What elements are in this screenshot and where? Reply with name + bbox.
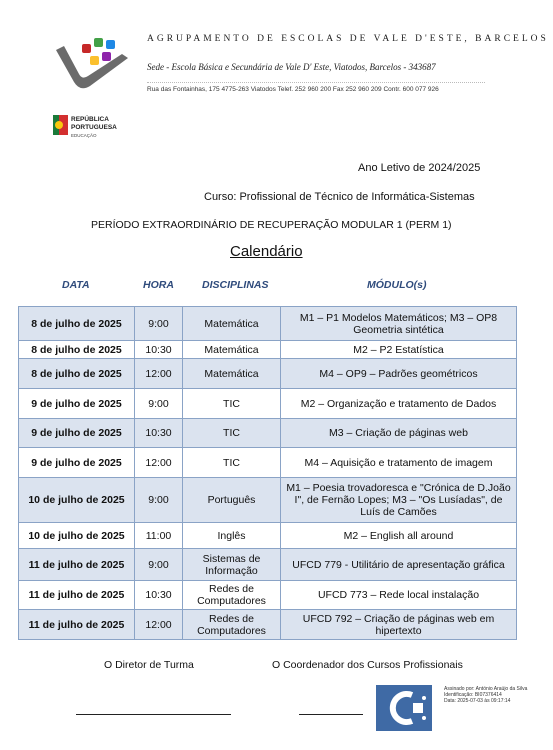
cell-disciplina: Sistemas de Informação [183, 549, 281, 581]
cell-disciplina: Matemática [183, 359, 281, 389]
cell-hora: 9:00 [135, 478, 183, 523]
cell-date: 11 de julho de 2025 [19, 549, 135, 581]
cell-date: 10 de julho de 2025 [19, 523, 135, 549]
header-divider [147, 82, 485, 83]
table-row [19, 478, 517, 523]
calendario-heading: Calendário [230, 243, 303, 260]
cell-disciplina: TIC [183, 389, 281, 419]
cell-hora: 12:00 [135, 610, 183, 640]
cell-hora: 9:00 [135, 549, 183, 581]
periodo-title: PERÍODO EXTRAORDINÁRIO DE RECUPERAÇÃO MODULAR 1 (PERM 1) [91, 219, 452, 231]
cell-modulo: UFCD 779 - Utilitário de apresentação gráfica [281, 549, 517, 581]
cell-disciplina: Redes de Computadores [183, 581, 281, 610]
calendar-table [18, 306, 517, 640]
cell-modulo: M4 – Aquisição e tratamento de imagem [281, 448, 517, 478]
cell-modulo: M2 – P2 Estatística [281, 341, 517, 359]
cell-disciplina: Redes de Computadores [183, 610, 281, 640]
cell-date: 11 de julho de 2025 [19, 581, 135, 610]
cell-hora: 9:00 [135, 307, 183, 341]
table-row [19, 448, 517, 478]
digital-signature-icon [376, 685, 432, 731]
cell-disciplina: TIC [183, 448, 281, 478]
cell-date: 9 de julho de 2025 [19, 389, 135, 419]
cell-disciplina: TIC [183, 419, 281, 448]
cell-hora: 10:30 [135, 341, 183, 359]
cell-date: 11 de julho de 2025 [19, 610, 135, 640]
cell-hora: 11:00 [135, 523, 183, 549]
table-row [19, 307, 517, 341]
signature-line-coordenador [299, 714, 363, 715]
cell-modulo: M3 – Criação de páginas web [281, 419, 517, 448]
col-header-disciplinas: DISCIPLINAS [202, 279, 269, 291]
cell-modulo: M1 – P1 Modelos Matemáticos; M3 – OP8 Geometria sintética [281, 307, 517, 341]
cell-hora: 9:00 [135, 389, 183, 419]
table-row [19, 389, 517, 419]
cell-date: 10 de julho de 2025 [19, 478, 135, 523]
cell-date: 8 de julho de 2025 [19, 341, 135, 359]
cell-hora: 12:00 [135, 448, 183, 478]
coordenador-label: O Coordenador dos Cursos Profissionais [272, 659, 463, 671]
cell-date: 8 de julho de 2025 [19, 359, 135, 389]
cell-modulo: M4 – OP9 – Padrões geométricos [281, 359, 517, 389]
table-row [19, 549, 517, 581]
cell-modulo: M2 – English all around [281, 523, 517, 549]
school-sede: Sede - Escola Básica e Secundária de Vale D' Este, Viatodos, Barcelos - 343687 [147, 62, 436, 72]
cell-hora: 10:30 [135, 581, 183, 610]
cell-hora: 12:00 [135, 359, 183, 389]
ano-letivo: Ano Letivo de 2024/2025 [358, 162, 481, 174]
cell-disciplina: Matemática [183, 341, 281, 359]
signature-line-diretor [76, 714, 231, 715]
cell-hora: 10:30 [135, 419, 183, 448]
cell-date: 8 de julho de 2025 [19, 307, 135, 341]
school-name: AGRUPAMENTO DE ESCOLAS DE VALE D'ESTE, BARCELOS [147, 34, 549, 44]
cell-disciplina: Matemática [183, 307, 281, 341]
cell-disciplina: Inglês [183, 523, 281, 549]
col-header-data: DATA [62, 279, 90, 291]
republica-emblem-icon [53, 115, 68, 135]
table-row [19, 523, 517, 549]
col-header-hora: HORA [143, 279, 174, 291]
school-address: Rua das Fontainhas, 175 4775-263 Viatodos Telef. 252 960 200 Fax 252 960 209 Contr. 600 077 926 [147, 86, 439, 93]
school-logo [52, 30, 132, 102]
diretor-turma-label: O Diretor de Turma [104, 659, 194, 671]
cell-modulo: M2 – Organização e tratamento de Dados [281, 389, 517, 419]
table-row [19, 610, 517, 640]
table-row [19, 581, 517, 610]
cell-date: 9 de julho de 2025 [19, 419, 135, 448]
table-row [19, 359, 517, 389]
curso-title: Curso: Profissional de Técnico de Informática-Sistemas [204, 191, 475, 203]
cell-date: 9 de julho de 2025 [19, 448, 135, 478]
republica-text: REPÚBLICA PORTUGUESA [71, 116, 117, 131]
digital-signature-text: Assinado por: António Araújo da Silva Identificação: BI07376414 Data: 2025-07-03 às 09:17:14 [444, 686, 528, 704]
educacao-text: EDUCAÇÃO [71, 133, 97, 138]
col-header-modulo: MÓDULO(s) [367, 279, 427, 291]
table-row [19, 341, 517, 359]
cell-disciplina: Português [183, 478, 281, 523]
table-row [19, 419, 517, 448]
cell-modulo: UFCD 792 – Criação de páginas web em hipertexto [281, 610, 517, 640]
cell-modulo: UFCD 773 – Rede local instalação [281, 581, 517, 610]
cell-modulo: M1 – Poesia trovadoresca e "Crónica de D.João I", de Fernão Lopes; M3 – "Os Lusíadas", de Luís de Camões [281, 478, 517, 523]
